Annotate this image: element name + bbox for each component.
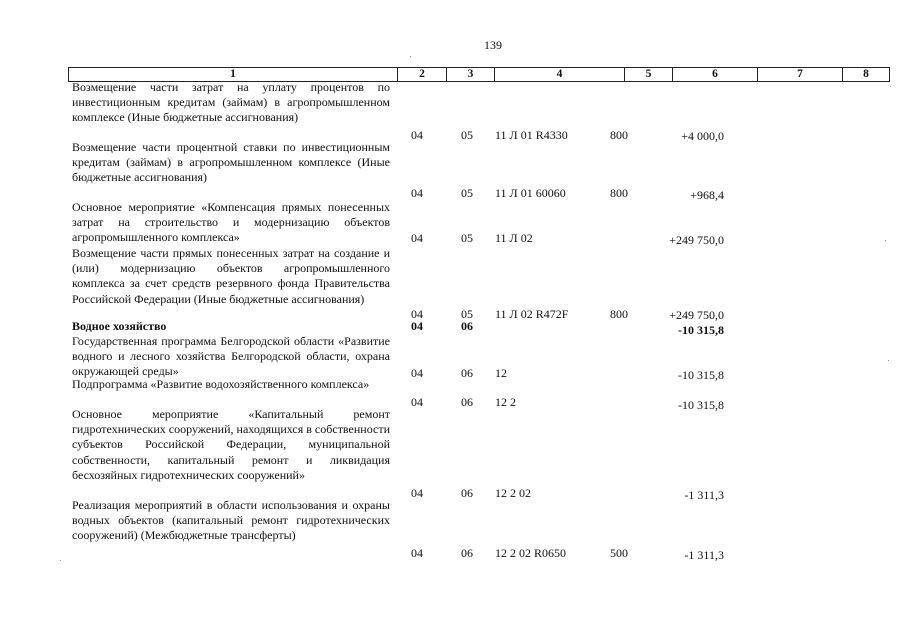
row-pr: 06 <box>461 366 473 380</box>
row-amount: +249 750,0 <box>669 233 724 247</box>
row-csr: 12 2 <box>495 395 516 409</box>
row-rz: 04 <box>411 395 423 409</box>
scan-speck <box>890 86 891 87</box>
row-description: Возмещение части затрат на уплату процентов по инвестиционным кредитам (займам) в агропромышленном комплексе (Иные бюджетные ассигнования) <box>72 80 390 125</box>
column-header-1: 1 <box>69 68 398 81</box>
row-pr: 06 <box>461 546 473 560</box>
row-csr: 12 <box>495 366 507 380</box>
row-rz: 04 <box>411 546 423 560</box>
row-amount: -10 315,8 <box>678 398 724 412</box>
row-rz: 04 <box>411 366 423 380</box>
column-header-4: 4 <box>495 68 625 81</box>
row-pr: 05 <box>461 307 473 321</box>
row-csr: 11 Л 01 60060 <box>495 186 566 200</box>
scan-speck <box>888 360 889 361</box>
row-csr: 12 2 02 R0650 <box>495 546 567 560</box>
row-pr: 05 <box>461 128 473 142</box>
row-description: Основное мероприятие «Компенсация прямых понесенных затрат на строительство и модернизацию объектов агропромышленного комплекса» <box>72 200 390 245</box>
row-description: Возмещение части прямых понесенных затрат на создание и (или) модернизацию объектов агропромышленного комплекса за счет средств резервного фонда Правительства Российской Федерации (Иные бюджетные ассигнования) <box>72 246 390 306</box>
scan-speck <box>885 240 886 241</box>
row-amount: -1 311,3 <box>684 488 724 502</box>
row-description: Государственная программа Белгородской области «Развитие водного и лесного хозяйства Белгородской области, охрана окружающей среды» <box>72 334 390 379</box>
scan-speck <box>60 560 61 561</box>
row-csr: 11 Л 01 R4330 <box>495 128 568 142</box>
row-pr: 05 <box>461 186 473 200</box>
row-csr: 12 2 02 <box>495 486 531 500</box>
row-pr: 06 <box>461 486 473 500</box>
row-description: Возмещение части процентной ставки по инвестиционным кредитам (займам) в агропромышленном комплексе (Иные бюджетные ассигнования) <box>72 140 390 185</box>
column-header-7: 7 <box>758 68 843 81</box>
row-csr: 11 Л 02 R472F <box>495 307 569 321</box>
row-rz: 04 <box>411 319 423 333</box>
row-rz: 04 <box>411 486 423 500</box>
scan-speck <box>410 56 411 57</box>
column-header-8: 8 <box>863 68 869 80</box>
row-description: Реализация мероприятий в области использования и охраны водных объектов (капитальный ремонт гидротехнических сооружений) (Межбюджетные трансферты) <box>72 498 390 543</box>
column-header-2: 2 <box>398 68 447 81</box>
row-amount: +249 750,0 <box>669 308 724 322</box>
row-pr: 05 <box>461 231 473 245</box>
row-rz: 04 <box>411 307 423 321</box>
row-vr: 500 <box>610 546 628 560</box>
column-header-5: 5 <box>625 68 673 81</box>
row-rz: 04 <box>411 231 423 245</box>
row-csr: 11 Л 02 <box>495 231 533 245</box>
row-vr: 800 <box>610 186 628 200</box>
row-amount: -1 311,3 <box>684 548 724 562</box>
row-vr: 800 <box>610 128 628 142</box>
row-amount: -10 315,8 <box>678 323 724 337</box>
row-rz: 04 <box>411 128 423 142</box>
row-description: Водное хозяйство <box>72 319 167 333</box>
column-header-3: 3 <box>447 68 495 81</box>
row-amount: -10 315,8 <box>678 368 724 382</box>
column-header-6: 6 <box>673 68 758 81</box>
row-vr: 800 <box>610 307 628 321</box>
row-description: Подпрограмма «Развитие водохозяйственного комплекса» <box>72 377 370 391</box>
row-amount: +4 000,0 <box>681 129 724 143</box>
row-pr: 06 <box>461 319 473 333</box>
row-pr: 06 <box>461 395 473 409</box>
page-number: 139 <box>484 38 502 52</box>
row-amount: +968,4 <box>690 188 724 202</box>
row-description: Основное мероприятие «Капитальный ремонт гидротехнических сооружений, находящихся в собственности субъектов Российской Федерации, муниципальной собственности, капитальный ремонт и ликвидация бесхозяйных гидротехнических сооружений» <box>72 407 390 482</box>
row-rz: 04 <box>411 186 423 200</box>
